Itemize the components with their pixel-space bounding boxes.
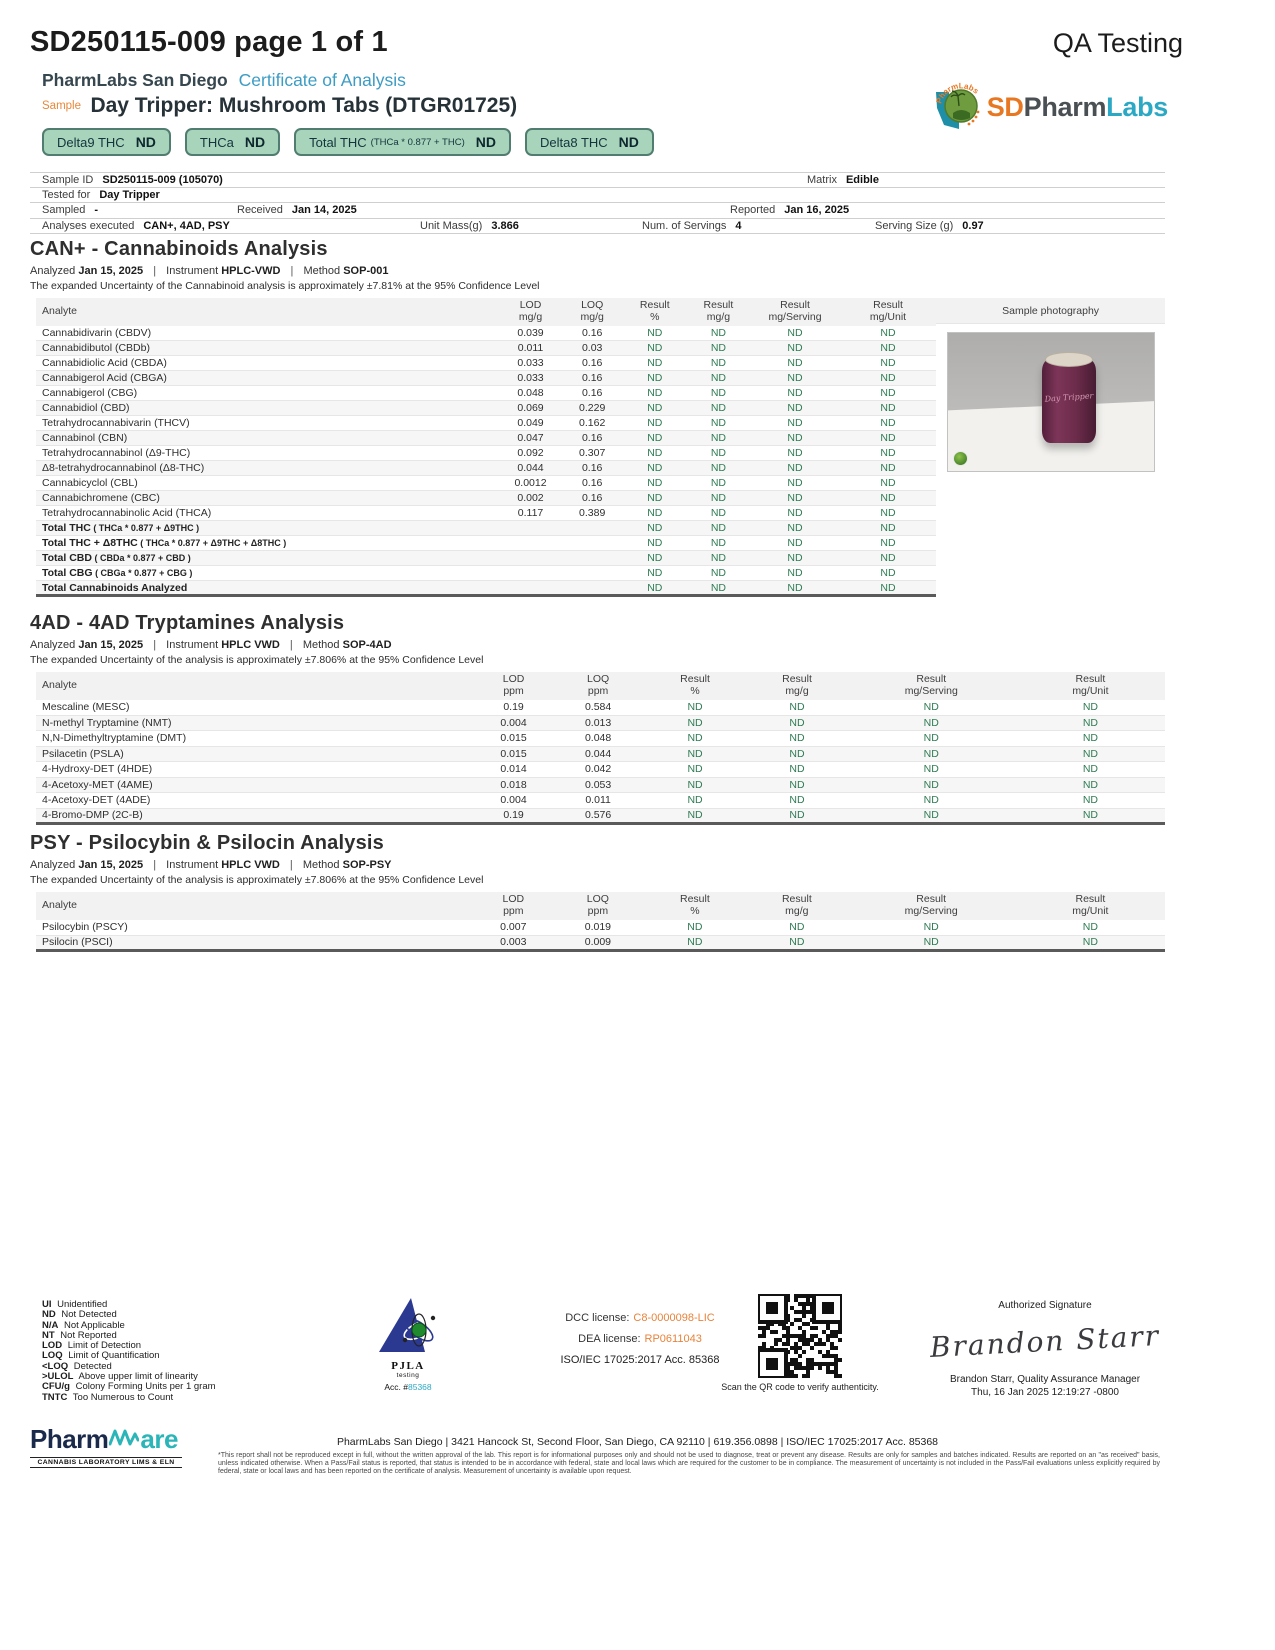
column-header: Result mg/Serving bbox=[847, 672, 1016, 700]
photo-logo-sticker bbox=[953, 451, 968, 466]
sample-photography-header: Sample photography bbox=[936, 298, 1165, 324]
info-row-2: Tested for Day Tripper bbox=[30, 188, 1165, 204]
section-title-can: CAN+ - Cannabinoids Analysis bbox=[30, 238, 328, 260]
sample-title-line bbox=[42, 94, 517, 118]
pjla-accreditation bbox=[358, 1296, 458, 1392]
sample-info-table bbox=[30, 172, 1165, 234]
section-meta-4ad: Analyzed Jan 15, 2025 | Instrument HPLC VWD | Method SOP-4AD bbox=[30, 639, 392, 651]
analyte-row: Cannabidibutol (CBDb) 0.011 0.03 ND ND ND ND bbox=[36, 341, 936, 356]
analyte-row: Mescaline (MESC) 0.19 0.584 ND ND ND ND bbox=[36, 700, 1165, 716]
legend-item: N/A Not Applicable bbox=[42, 1319, 125, 1331]
pjla-name: PJLA bbox=[391, 1360, 425, 1372]
uncertainty-note-4ad: The expanded Uncertainty of the analysis is approximately ±7.806% at the 95% Confidence Level bbox=[30, 654, 484, 666]
license-block bbox=[505, 1312, 775, 1375]
pjla-logo-icon bbox=[375, 1296, 441, 1354]
document-id: SD250115-009 page 1 of 1 bbox=[30, 26, 388, 58]
analyte-row: Cannabidiol (CBD) 0.069 0.229 ND ND ND ND bbox=[36, 401, 936, 416]
legend-item: ND Not Detected bbox=[42, 1309, 117, 1321]
section-meta-can: Analyzed Jan 15, 2025 | Instrument HPLC-VWD | Method SOP-001 bbox=[30, 265, 389, 277]
analyte-row: 4-Acetoxy-DET (4ADE) 0.004 0.011 ND ND ND ND bbox=[36, 793, 1165, 809]
legend-item: NT Not Reported bbox=[42, 1329, 117, 1341]
signer-name-title: Brandon Starr, Quality Assurance Manager bbox=[949, 1374, 1141, 1385]
column-header: Result mg/Serving bbox=[750, 298, 840, 326]
legend-item: UI Unidentified bbox=[42, 1299, 108, 1310]
section-title-psy: PSY - Psilocybin & Psilocin Analysis bbox=[30, 832, 384, 854]
tryptamines-table bbox=[36, 672, 1165, 825]
analyte-row: N,N-Dimethyltryptamine (DMT) 0.015 0.048 ND ND ND ND bbox=[36, 731, 1165, 747]
analyte-row: Cannabidivarin (CBDV) 0.039 0.16 ND ND ND ND bbox=[36, 326, 936, 341]
authorized-signature-label: Authorized Signature bbox=[998, 1300, 1092, 1311]
iso-accreditation: ISO/IEC 17025:2017 Acc. 85368 bbox=[560, 1354, 720, 1366]
signature-script: Brandon Starr bbox=[929, 1318, 1161, 1365]
analyte-row: Total CBG ( CBGa * 0.877 + CBG ) ND ND ND ND bbox=[36, 566, 936, 581]
legend-item: TNTC Too Numerous to Count bbox=[42, 1391, 174, 1403]
section-psilocybin bbox=[30, 832, 1165, 952]
column-header: Analyte bbox=[36, 892, 474, 920]
sample-photo bbox=[947, 332, 1155, 472]
legend-item: CFU/g Colony Forming Units per 1 gram bbox=[42, 1381, 216, 1393]
analyte-row: Total THC ( THCa * 0.877 + Δ9THC ) ND ND ND ND bbox=[36, 521, 936, 536]
pjla-accreditation-number: Acc. #85368 bbox=[384, 1382, 432, 1392]
cannabinoids-table bbox=[36, 298, 936, 597]
column-header: Analyte bbox=[36, 298, 500, 326]
result-badge-3: Total THC (THCa * 0.877 + THC) ND bbox=[294, 128, 511, 156]
product-jar-label: Day Tripper bbox=[1043, 391, 1094, 404]
column-header: Analyte bbox=[36, 672, 474, 700]
column-header: Result mg/g bbox=[747, 892, 846, 920]
column-header: Result mg/Serving bbox=[847, 892, 1016, 920]
sdpharmlabs-logo-text: SDPharmLabs bbox=[986, 91, 1168, 122]
authorized-signature-block bbox=[920, 1300, 1170, 1398]
report-disclaimer: *This report shall not be reproduced except in full, without the written approval of the lab. This report is for informational purposes only and should not be used to diagnose, treat or prevent any disease. Results are only for samples and batches indicated. Results are reported on an "as received" basis, unless indicated otherwise. When a Pass/Fail status is reported, that status is intended to be in accordance with federal, state and local laws which are required for the customer to be in compliance. The measurement of uncertainty is not included in the Pass/Fail evaluations unless explicitly required by federal, state or local laws and has been reported on the certificate of analysis. Measurement of uncertainty is available upon request. bbox=[218, 1452, 1160, 1476]
analyte-row: Cannabicyclol (CBL) 0.0012 0.16 ND ND ND ND bbox=[36, 476, 936, 491]
analyte-row: Tetrahydrocannabinolic Acid (THCA) 0.117 0.389 ND ND ND ND bbox=[36, 506, 936, 521]
info-row-3: Sampled - Received Jan 14, 2025 Reported Jan 16, 2025 bbox=[30, 203, 1165, 219]
analyte-row: N-methyl Tryptamine (NMT) 0.004 0.013 ND ND ND ND bbox=[36, 715, 1165, 731]
report-type: QA Testing bbox=[1052, 28, 1183, 58]
dea-license: DEA license: RP0611043 bbox=[578, 1333, 702, 1345]
analyte-row: Cannabigerol (CBG) 0.048 0.16 ND ND ND ND bbox=[36, 386, 936, 401]
legend-item: LOQ Limit of Quantification bbox=[42, 1350, 160, 1362]
analyte-row: Cannabinol (CBN) 0.047 0.16 ND ND ND ND bbox=[36, 431, 936, 446]
analyte-row: Δ8-tetrahydrocannabinol (Δ8-THC) 0.044 0.16 ND ND ND ND bbox=[36, 461, 936, 476]
pharmware-wave-icon bbox=[109, 1428, 139, 1448]
uncertainty-note-psy: The expanded Uncertainty of the analysis is approximately ±7.806% at the 95% Confidence Level bbox=[30, 874, 484, 886]
column-header: Result mg/Unit bbox=[1016, 892, 1165, 920]
certificate-of-analysis-label: Certificate of Analysis bbox=[238, 70, 406, 90]
analyte-row: Tetrahydrocannabinol (Δ9-THC) 0.092 0.307 ND ND ND ND bbox=[36, 446, 936, 461]
product-jar-lid bbox=[1045, 352, 1093, 367]
signature-timestamp: Thu, 16 Jan 2025 12:19:27 -0800 bbox=[971, 1387, 1119, 1398]
section-meta-psy: Analyzed Jan 15, 2025 | Instrument HPLC VWD | Method SOP-PSY bbox=[30, 859, 392, 871]
sdpharmlabs-logo bbox=[929, 80, 1168, 134]
psilocybin-table bbox=[36, 892, 1165, 952]
analyte-row: Tetrahydrocannabivarin (THCV) 0.049 0.162 ND ND ND ND bbox=[36, 416, 936, 431]
column-header: Result mg/Unit bbox=[1016, 672, 1165, 700]
column-header: LOD ppm bbox=[474, 892, 554, 920]
pjla-subtitle: testing bbox=[396, 1372, 420, 1379]
dcc-license: DCC license: C8-0000098-LIC bbox=[565, 1312, 715, 1324]
section-title-4ad: 4AD - 4AD Tryptamines Analysis bbox=[30, 612, 345, 634]
sample-label: Sample bbox=[42, 100, 81, 112]
result-badges-row bbox=[42, 128, 654, 156]
analyte-row: 4-Hydroxy-DET (4HDE) 0.014 0.042 ND ND ND ND bbox=[36, 762, 1165, 778]
analyte-row: Total CBD ( CBDa * 0.877 + CBD ) ND ND ND ND bbox=[36, 551, 936, 566]
lab-name: PharmLabs San Diego bbox=[42, 70, 228, 90]
column-header: LOQ ppm bbox=[553, 672, 643, 700]
column-header: LOD mg/g bbox=[500, 298, 562, 326]
analyte-row: Psilocybin (PSCY) 0.007 0.019 ND ND ND ND bbox=[36, 920, 1165, 936]
column-header: LOQ mg/g bbox=[561, 298, 623, 326]
svg-text:PharmLabs: PharmLabs bbox=[934, 81, 981, 105]
analyte-row: Psilocin (PSCI) 0.003 0.009 ND ND ND ND bbox=[36, 935, 1165, 951]
lab-address-line: PharmLabs San Diego | 3421 Hancock St, Second Floor, San Diego, CA 92110 | 619.356.0898 | ISO/IEC 17025:2017 Acc. 85368 bbox=[336, 1436, 939, 1448]
analyte-row: Total Cannabinoids Analyzed ND ND ND ND bbox=[36, 581, 936, 596]
lab-title-line bbox=[42, 70, 406, 91]
column-header: Result mg/g bbox=[687, 298, 751, 326]
column-header: Result % bbox=[623, 298, 687, 326]
column-header: LOQ ppm bbox=[553, 892, 643, 920]
legend-item: LOD Limit of Detection bbox=[42, 1340, 142, 1352]
column-header: Result mg/g bbox=[747, 672, 846, 700]
column-header: Result % bbox=[643, 672, 747, 700]
pharmware-subtitle: CANNABIS LABORATORY LIMS & ELN bbox=[30, 1457, 182, 1468]
result-badge-2: THCa ND bbox=[185, 128, 280, 156]
info-row-4: Analyses executed CAN+, 4AD, PSY Unit Mass(g) 3.866 Num. of Servings 4 Serving Size (g) 0.97 bbox=[30, 219, 1165, 235]
legend-item: <LOQ Detected bbox=[42, 1360, 112, 1372]
column-header: Result % bbox=[643, 892, 747, 920]
sdpharmlabs-logo-icon bbox=[929, 80, 983, 134]
info-row-1: Sample ID SD250115-009 (105070) Matrix Edible bbox=[30, 172, 1165, 188]
result-badge-1: Delta9 THC ND bbox=[42, 128, 171, 156]
pharmware-logo-part2: are bbox=[140, 1424, 178, 1454]
analyte-row: Total THC + Δ8THC ( THCa * 0.877 + Δ9THC + Δ8THC ) ND ND ND ND bbox=[36, 536, 936, 551]
result-badge-4: Delta8 THC ND bbox=[525, 128, 654, 156]
pharmware-logo bbox=[30, 1424, 190, 1468]
uncertainty-note-can: The expanded Uncertainty of the Cannabinoid analysis is approximately ±7.81% at the 95% Confidence Level bbox=[30, 280, 540, 292]
pharmware-logo-part1: Pharm bbox=[30, 1424, 109, 1454]
legend-item: >ULOL Above upper limit of linearity bbox=[42, 1371, 198, 1383]
analyte-row: Cannabichromene (CBC) 0.002 0.16 ND ND ND ND bbox=[36, 491, 936, 506]
section-cannabinoids bbox=[30, 238, 1165, 597]
column-header: LOD ppm bbox=[474, 672, 554, 700]
analyte-row: Cannabigerol Acid (CBGA) 0.033 0.16 ND ND ND ND bbox=[36, 371, 936, 386]
abbreviation-legend bbox=[42, 1300, 216, 1403]
qr-caption: Scan the QR code to verify authenticity. bbox=[721, 1382, 879, 1392]
analyte-row: Cannabidiolic Acid (CBDA) 0.033 0.16 ND ND ND ND bbox=[36, 356, 936, 371]
product-jar bbox=[1042, 359, 1096, 443]
sample-name: Day Tripper: Mushroom Tabs (DTGR01725) bbox=[90, 94, 518, 117]
analyte-row: Psilacetin (PSLA) 0.015 0.044 ND ND ND ND bbox=[36, 746, 1165, 762]
analyte-row: 4-Acetoxy-MET (4AME) 0.018 0.053 ND ND ND ND bbox=[36, 777, 1165, 793]
verification-qr-code bbox=[758, 1294, 842, 1383]
section-tryptamines bbox=[30, 612, 1165, 825]
column-header: Result mg/Unit bbox=[840, 298, 936, 326]
analyte-row: 4-Bromo-DMP (2C-B) 0.19 0.576 ND ND ND ND bbox=[36, 808, 1165, 824]
sample-photography-column bbox=[936, 298, 1165, 472]
